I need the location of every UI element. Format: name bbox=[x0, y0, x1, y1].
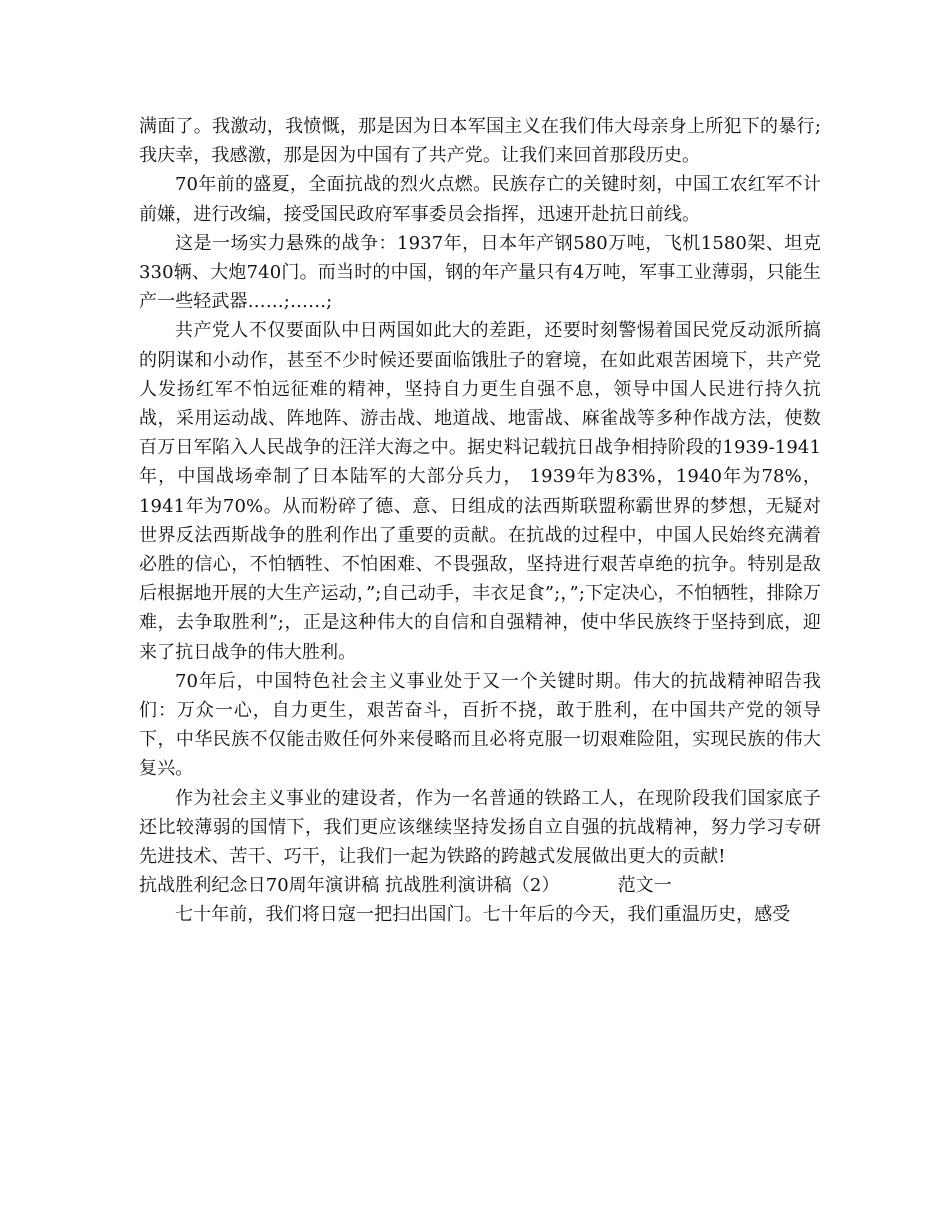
paragraph-1: 满面了。我激动，我愤慨，那是因为日本军国主义在我们伟大母亲身上所犯下的暴行;我庆幸，我感激，那是因为中国有了共产党。让我们来回首那段历史。 bbox=[139, 116, 821, 167]
paragraph-4: 共产党人不仅要面队中日两国如此大的差距，还要时刻警惕着国民党反动派所搞的阴谋和小动作，甚至不少时候还要面临饿肚子的窘境，在如此艰苦困境下，共产党人发扬红军不怕远征难的精神，坚持自力更生自强不息，领导中国人民进行持久抗战，采用运动战、阵地阵、游击战、地道战、地雷战、麻雀战等多种作战方法，使数百万日军陷入人民战争的汪洋大海之中。据史料记载抗日战争相持阶段的1939-1941年，中国战场牵制了日本陆军的大部分兵力， 1939年为83%，1940年为78%，1941年为70%。从而粉碎了德、意、日组成的法西斯联盟称霸世界的梦想，无疑对世界反法西斯战争的胜利作出了重要的贡献。在抗战的过程中，中国人民始终充满着必胜的信心，不怕牺牲、不怕困难、不畏强敌，坚持进行艰苦卓绝的抗争。特别是敌后根据地开展的大生产运动，”;自己动手，丰衣足食”;，”;下定决心，不怕牺牲，排除万难，去争取胜利”;，正是这种伟大的自信和自强精神，使中华民族终于坚持到底，迎来了抗日战争的伟大胜利。 bbox=[139, 320, 821, 663]
section-title bbox=[139, 871, 821, 900]
paragraph-5: 70年后，中国特色社会主义事业处于又一个关键时期。伟大的抗战精神昭告我们：万众一心，自力更生，艰苦奋斗，百折不挠，敢于胜利，在中国共产党的领导下，中华民族不仅能击败任何外来侵略而且必将克服一切艰难险阻，实现民族的伟大复兴。 bbox=[139, 670, 821, 780]
paragraph-7: 七十年前，我们将日寇一把扫出国门。七十年后的今天，我们重温历史，感受 bbox=[175, 904, 791, 926]
section-title-suffix: 范文一 bbox=[617, 875, 672, 897]
document-body bbox=[139, 112, 821, 930]
paragraph-3: 这是一场实力悬殊的战争：1937年，日本年产钢580万吨，飞机1580架、坦克330辆、大炮740门。而当时的中国，钢的年产量只有4万吨，军事工业薄弱，只能生产一些轻武器……;……; bbox=[139, 232, 821, 313]
paragraph-2: 70年前的盛夏，全面抗战的烈火点燃。民族存亡的关键时刻，中国工农红军不计前嫌，进行改编，接受国民政府军事委员会指挥，迅速开赴抗日前线。 bbox=[139, 174, 821, 225]
paragraph-6: 作为社会主义事业的建设者，作为一名普通的铁路工人，在现阶段我们国家底子还比较薄弱的国情下，我们更应该继续坚持发扬自立自强的抗战精神，努力学习专研先进技术、苦干、巧干，让我们一起为铁路的跨越式发展做出更大的贡献! bbox=[139, 787, 821, 868]
section-title-main: 抗战胜利纪念日70周年演讲稿 抗战胜利演讲稿（2） bbox=[139, 875, 560, 897]
